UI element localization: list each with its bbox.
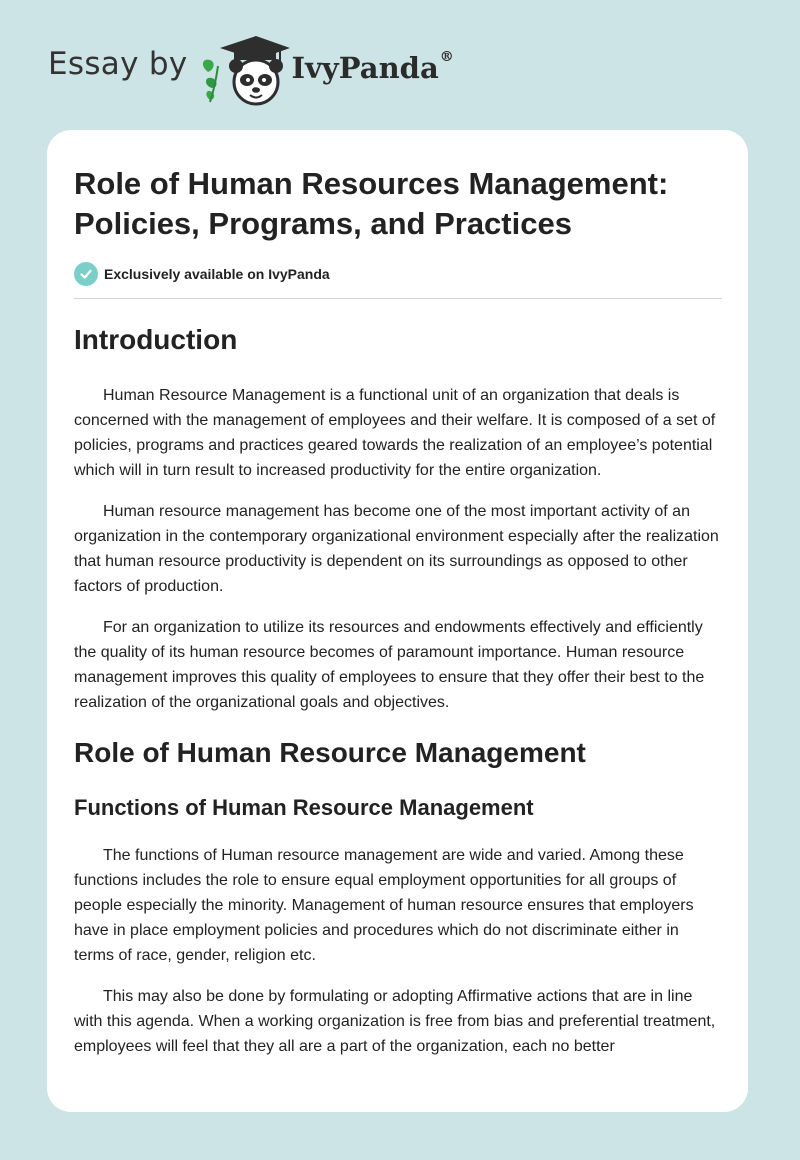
essay-by-label: Essay by — [48, 46, 188, 82]
essay-card — [47, 130, 748, 1112]
check-circle-icon — [74, 262, 98, 286]
functions-paragraph-1: The functions of Human resource management are wide and varied. Among these functions includes the role to ensure equal employment opportunities for all groups of people especially the minority. Management of human resource ensures that employers have in place employment policies and procedures which do not discriminate either in terms of race, gender, religion etc. — [74, 847, 694, 964]
ivypanda-logo-icon[interactable] — [198, 30, 290, 110]
exclusive-badge — [74, 262, 722, 286]
intro-paragraph-1: Human Resource Management is a functional unit of an organization that deals is concerned with the management of employees and their welfare. It is composed of a set of policies, programs and practices geared towards the realization of an employee’s potential which will in turn result to increased productivity for the entire organization. — [74, 387, 716, 479]
brand-label: IvyPanda — [291, 51, 439, 85]
functions-subheading: Functions of Human Resource Management — [74, 795, 534, 820]
title-divider — [74, 298, 722, 299]
exclusive-label: Exclusively available on IvyPanda — [104, 266, 330, 282]
site-header — [48, 30, 454, 110]
essay-title: Role of Human Resources Management: Policies, Programs, and Practices — [74, 166, 669, 241]
introduction-heading: Introduction — [74, 324, 238, 355]
brand-name[interactable] — [292, 51, 454, 85]
registered-mark: ® — [439, 49, 454, 65]
intro-paragraph-3: For an organization to utilize its resources and endowments effectively and efficiently the quality of its human resource becomes of paramount importance. Human resource management improves this quality of employees to ensure that they offer their best to the realization of the organizational goals and objectives. — [74, 619, 705, 711]
role-heading: Role of Human Resource Management — [74, 737, 586, 768]
intro-paragraph-2: Human resource management has become one of the most important activity of an organization in the contemporary organizational environment especially after the realization that human resource productivity is dependent on its surroundings as opposed to other factors of production. — [74, 503, 719, 595]
functions-paragraph-2: This may also be done by formulating or adopting Affirmative actions that are in line with this agenda. When a working organization is free from bias and preferential treatment, employees will feel that they all are a part of the organization, each no better — [74, 988, 716, 1055]
